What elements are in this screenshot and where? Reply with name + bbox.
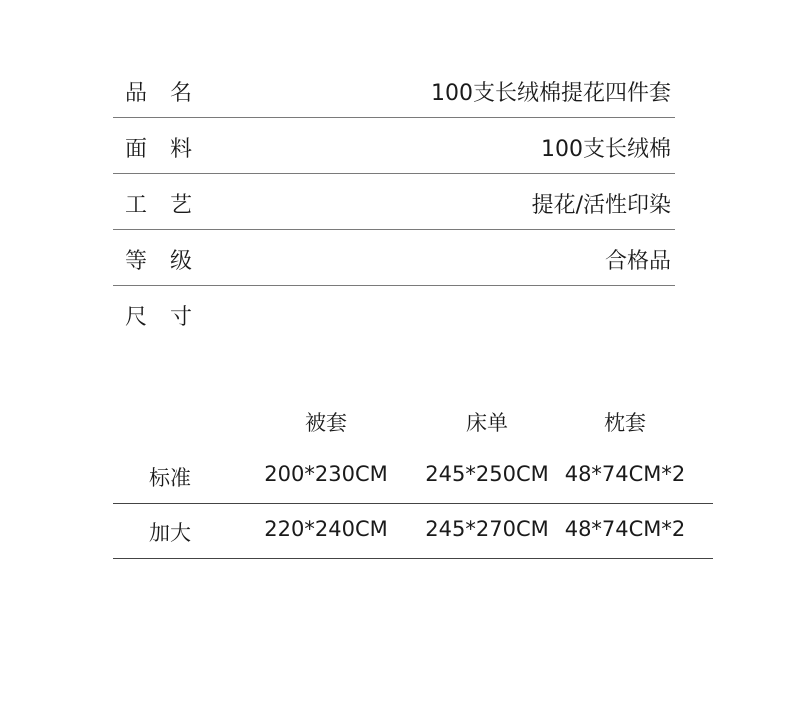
size-table-header xyxy=(113,392,713,449)
header-cell: 被套 xyxy=(305,411,347,435)
table-cell: 48*74CM*2 xyxy=(564,462,686,486)
spec-row-fabric xyxy=(113,118,675,174)
header-cell: 枕套 xyxy=(604,411,646,435)
spec-row-craft xyxy=(113,174,675,230)
spec-label: 等级 xyxy=(125,249,216,274)
spec-value: 合格品 xyxy=(604,249,671,274)
table-row xyxy=(113,504,713,559)
row-label: 加大 xyxy=(149,521,191,545)
spec-row-name xyxy=(113,62,675,118)
table-cell: 200*230CM xyxy=(264,462,388,486)
table-cell: 220*240CM xyxy=(264,517,388,541)
spec-row-size xyxy=(113,286,675,342)
table-cell: 48*74CM*2 xyxy=(564,517,686,541)
table-cell: 245*250CM xyxy=(425,462,549,486)
size-table xyxy=(113,392,713,559)
spec-label: 面料 xyxy=(125,137,216,162)
spec-value: 100支长绒棉提花四件套 xyxy=(431,81,671,106)
spec-label: 尺寸 xyxy=(125,305,216,330)
header-cell: 床单 xyxy=(466,411,508,435)
row-label: 标准 xyxy=(149,466,191,490)
spec-label: 品名 xyxy=(125,81,216,106)
spec-row-grade xyxy=(113,230,675,286)
product-spec-list xyxy=(113,62,675,342)
spec-value: 提花/活性印染 xyxy=(531,193,671,218)
spec-label: 工艺 xyxy=(125,193,216,218)
spec-value: 100支长绒棉 xyxy=(541,137,671,162)
table-cell: 245*270CM xyxy=(425,517,549,541)
table-row xyxy=(113,449,713,504)
